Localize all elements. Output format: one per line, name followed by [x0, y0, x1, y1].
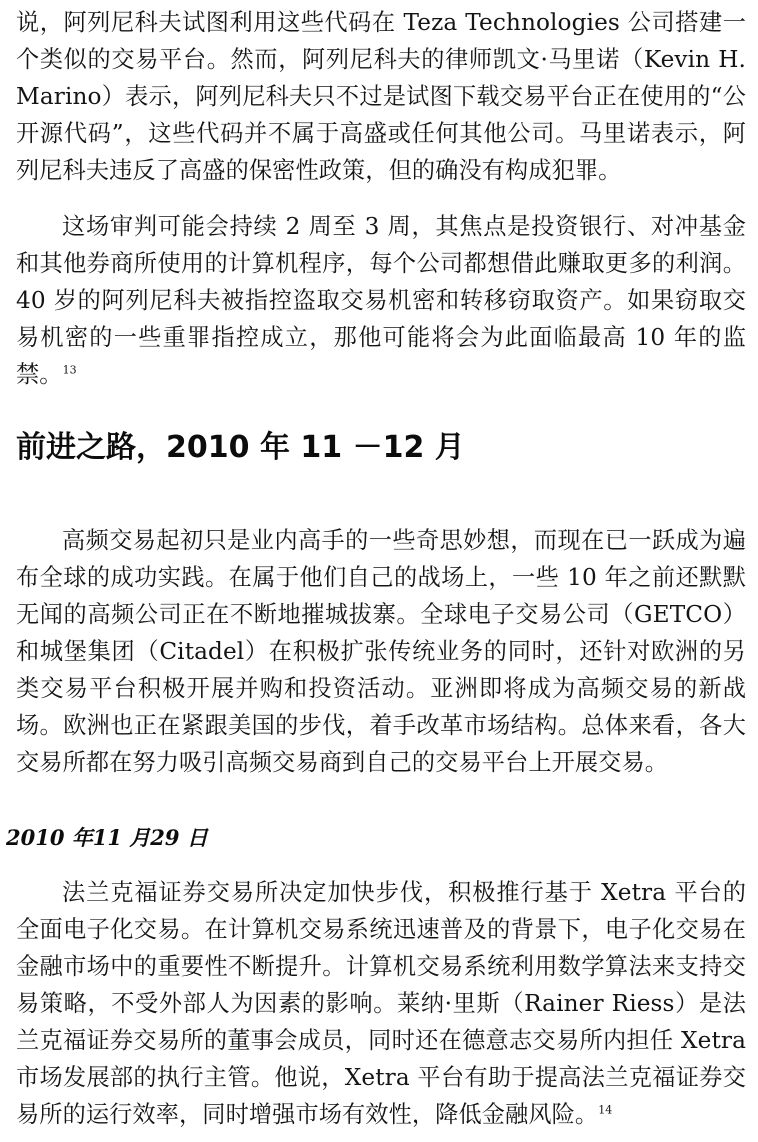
- paragraph-text: 这场审判可能会持续 2 周至 3 周，其焦点是投资银行、对冲基金和其他券商所使用的计算机程序，每个公司都想借此赚取更多的利润。40 岁的阿列尼科夫被指控盗取交易机密和转移窃取资产。如果窃取交易机密的一些重罪指控成立，那他可能将会为此面临最高 10 年的监禁。: [16, 213, 746, 388]
- date-heading: 2010 年11 月29 日: [6, 825, 208, 850]
- paragraph-trial: [16, 208, 746, 393]
- paragraph-text: 高频交易起初只是业内高手的一些奇思妙想，而现在已一跃成为遍布全球的成功实践。在属于他们自己的战场上，一些 10 年之前还默默无闻的高频公司正在不断地摧城拔寨。全球电子交易公司（GETCO）和城堡集团（Citadel）在积极扩张传统业务的同时，还针对欧洲的另类交易平台积极开展并购和投资活动。亚洲即将成为高频交易的新战场。欧洲也正在紧跟美国的步伐，着手改革市场结构。总体来看，各大交易所都在努力吸引高频交易商到自己的交易平台上开展交易。: [16, 527, 746, 776]
- paragraph-text: 说，阿列尼科夫试图利用这些代码在 Teza Technologies 公司搭建一个类似的交易平台。然而，阿列尼科夫的律师凯文·马里诺（Kevin H. Marino）表示，阿列尼科夫只不过是试图下载交易平台正在使用的“公开源代码”，这些代码并不属于高盛或任何其他公司。马里诺表示，阿列尼科夫违反了高盛的保密性政策，但的确没有构成犯罪。: [16, 9, 746, 184]
- footnote-ref-13: 13: [62, 363, 77, 377]
- footnote-ref-14: 14: [598, 1103, 613, 1117]
- section-title: 前进之路，2010 年 11 －12 月: [16, 430, 465, 465]
- paragraph-frankfurt: [16, 874, 746, 1133]
- paragraph-text: 法兰克福证券交易所决定加快步伐，积极推行基于 Xetra 平台的全面电子化交易。在计算机交易系统迅速普及的背景下，电子化交易在金融市场中的重要性不断提升。计算机交易系统利用数学算法来支持交易策略，不受外部人为因素的影响。莱纳·里斯（Rainer Riess）是法兰克福证券交易所的董事会成员，同时还在德意志交易所内担任 Xetra 市场发展部的执行主管。他说，Xetra 平台有助于提高法兰克福证券交易所的运行效率，同时增强市场有效性，降低金融风险。: [16, 879, 746, 1128]
- paragraph-hft-overview: [16, 522, 746, 781]
- paragraph-continued: [16, 4, 746, 189]
